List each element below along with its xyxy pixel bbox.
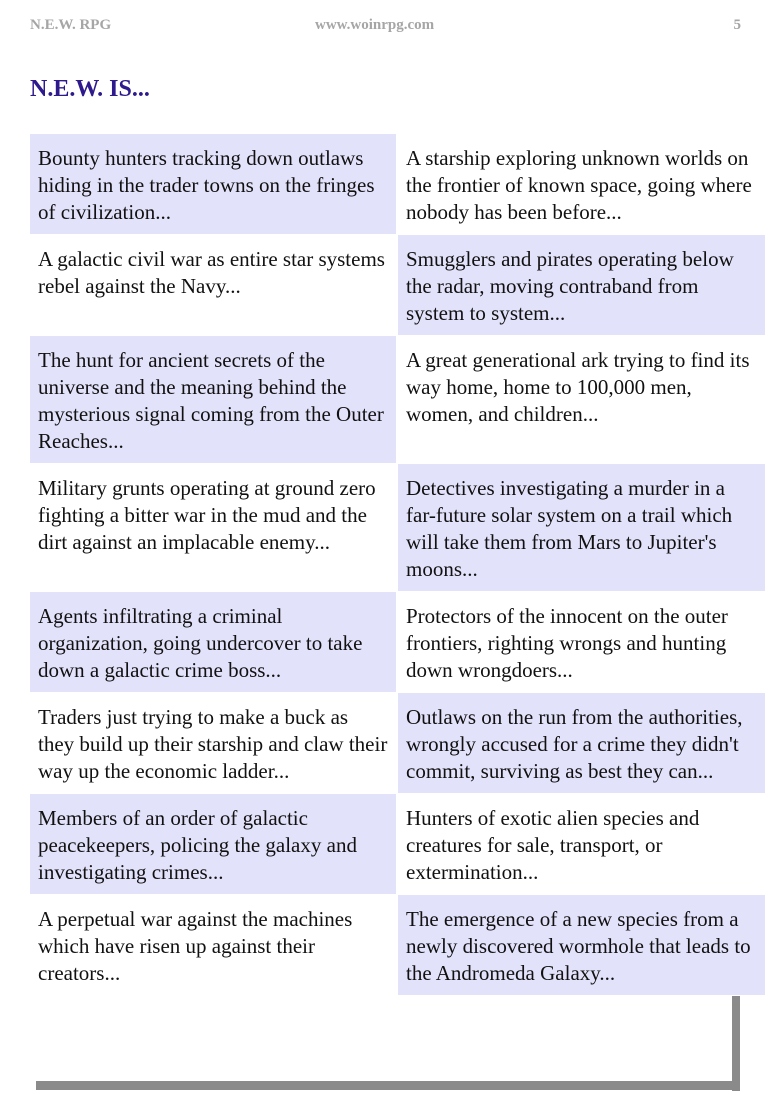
table-cell: Protectors of the innocent on the outer frontiers, righting wrongs and hunting down wrongdoers... (397, 592, 765, 693)
table-row (30, 336, 765, 464)
table-cell: A great generational ark trying to find its way home, home to 100,000 men, women, and children... (397, 336, 765, 464)
running-header (30, 17, 741, 37)
table-cell: Military grunts operating at ground zero fighting a bitter war in the mud and the dirt against an implacable enemy... (30, 464, 397, 592)
table-cell: Bounty hunters tracking down outlaws hiding in the trader towns on the fringes of civilization... (30, 134, 397, 235)
table-cell: Hunters of exotic alien species and creatures for sale, transport, or extermination... (397, 794, 765, 895)
table-cell: Smugglers and pirates operating below the radar, moving contraband from system to system... (397, 235, 765, 336)
header-website: www.woinrpg.com (315, 17, 435, 33)
table-row (30, 464, 765, 592)
table-cell: Members of an order of galactic peacekeepers, policing the galaxy and investigating crimes... (30, 794, 397, 895)
table-cell: The emergence of a new species from a newly discovered wormhole that leads to the Andromeda Galaxy... (397, 895, 765, 996)
section-title: N.E.W. IS... (30, 76, 150, 102)
table-shadow-bottom (36, 1081, 740, 1090)
table-row (30, 235, 765, 336)
table-row (30, 693, 765, 794)
table-row (30, 895, 765, 996)
table-cell: Agents infiltrating a criminal organization, going undercover to take down a galactic crime boss... (30, 592, 397, 693)
header-book-title: N.E.W. RPG (30, 17, 112, 33)
table-cell: A starship exploring unknown worlds on the frontier of known space, going where nobody has been before... (397, 134, 765, 235)
table-cell: Traders just trying to make a buck as they build up their starship and claw their way up the economic ladder... (30, 693, 397, 794)
ideas-table-container (30, 134, 752, 996)
table-cell: The hunt for ancient secrets of the universe and the meaning behind the mysterious signal coming from the Outer Reaches... (30, 336, 397, 464)
table-cell: Detectives investigating a murder in a far-future solar system on a trail which will take them from Mars to Jupiter's moons... (397, 464, 765, 592)
table-cell: A galactic civil war as entire star systems rebel against the Navy... (30, 235, 397, 336)
table-cell: Outlaws on the run from the authorities, wrongly accused for a crime they didn't commit, surviving as best they can... (397, 693, 765, 794)
table-cell: A perpetual war against the machines which have risen up against their creators... (30, 895, 397, 996)
table-row (30, 794, 765, 895)
table-row (30, 134, 765, 235)
page-number: 5 (733, 17, 741, 33)
ideas-table (30, 134, 765, 996)
table-row (30, 592, 765, 693)
